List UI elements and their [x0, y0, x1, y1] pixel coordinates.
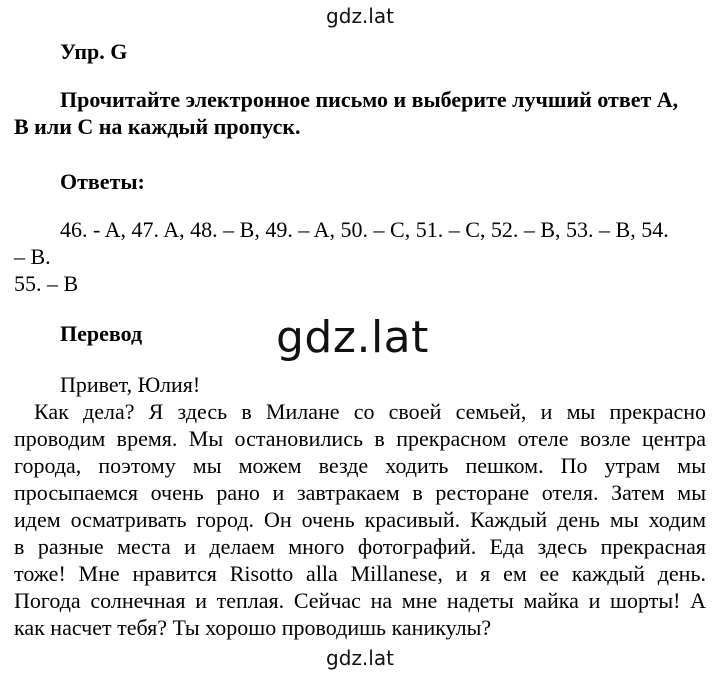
letter-line: Как дела? Я здесь в Милане со своей семьей, и мы прекрасно — [34, 399, 706, 424]
letter-line: города, поэтому мы можем везде ходить пешком. По утрам мы — [14, 453, 706, 478]
task-line-1: Прочитайте электронное письмо и выберите лучший ответ A, — [60, 87, 679, 112]
letter-line: проводим время. Мы остановились в прекрасном отеле возле центра — [14, 426, 706, 451]
answers-line-2: – B. — [14, 244, 51, 269]
watermark-bottom: gdz.lat — [326, 646, 394, 670]
answers-line-3: 55. – B — [14, 271, 79, 296]
watermark-top: gdz.lat — [326, 4, 394, 28]
letter-line: тоже! Мне нравится Risotto alla Millanese, и я ем ее каждый день. — [14, 561, 706, 586]
letter-line: в разные места и делаем много фотографий. Еда здесь прекрасная — [14, 534, 706, 559]
letter-text — [14, 371, 706, 641]
letter-line-last: как насчет тебя? Ты хорошо проводишь каникулы? — [14, 615, 492, 640]
answers-line-1: 46. - A, 47. A, 48. – B, 49. – A, 50. – C, 51. – C, 52. – B, 53. – B, 54. — [60, 217, 669, 242]
letter-line: Погода солнечная и теплая. Сейчас на мне надеты майка и шорты! А — [14, 588, 706, 613]
task-instruction — [14, 86, 706, 140]
task-line-2: B или C на каждый пропуск. — [14, 114, 301, 139]
letter-line: просыпаемся очень рано и завтракаем в ресторане отеля. Затем мы — [14, 480, 706, 505]
letter-line: идем осматривать город. Он очень красивый. Каждый день мы ходим — [14, 507, 706, 532]
translation-heading: Перевод — [60, 321, 143, 346]
exercise-title: Упр. G — [60, 39, 128, 64]
letter-greeting: Привет, Юлия! — [60, 372, 201, 397]
answers-heading: Ответы: — [60, 169, 145, 194]
answers-list — [14, 216, 706, 297]
watermark-middle: gdz.lat — [276, 312, 429, 363]
